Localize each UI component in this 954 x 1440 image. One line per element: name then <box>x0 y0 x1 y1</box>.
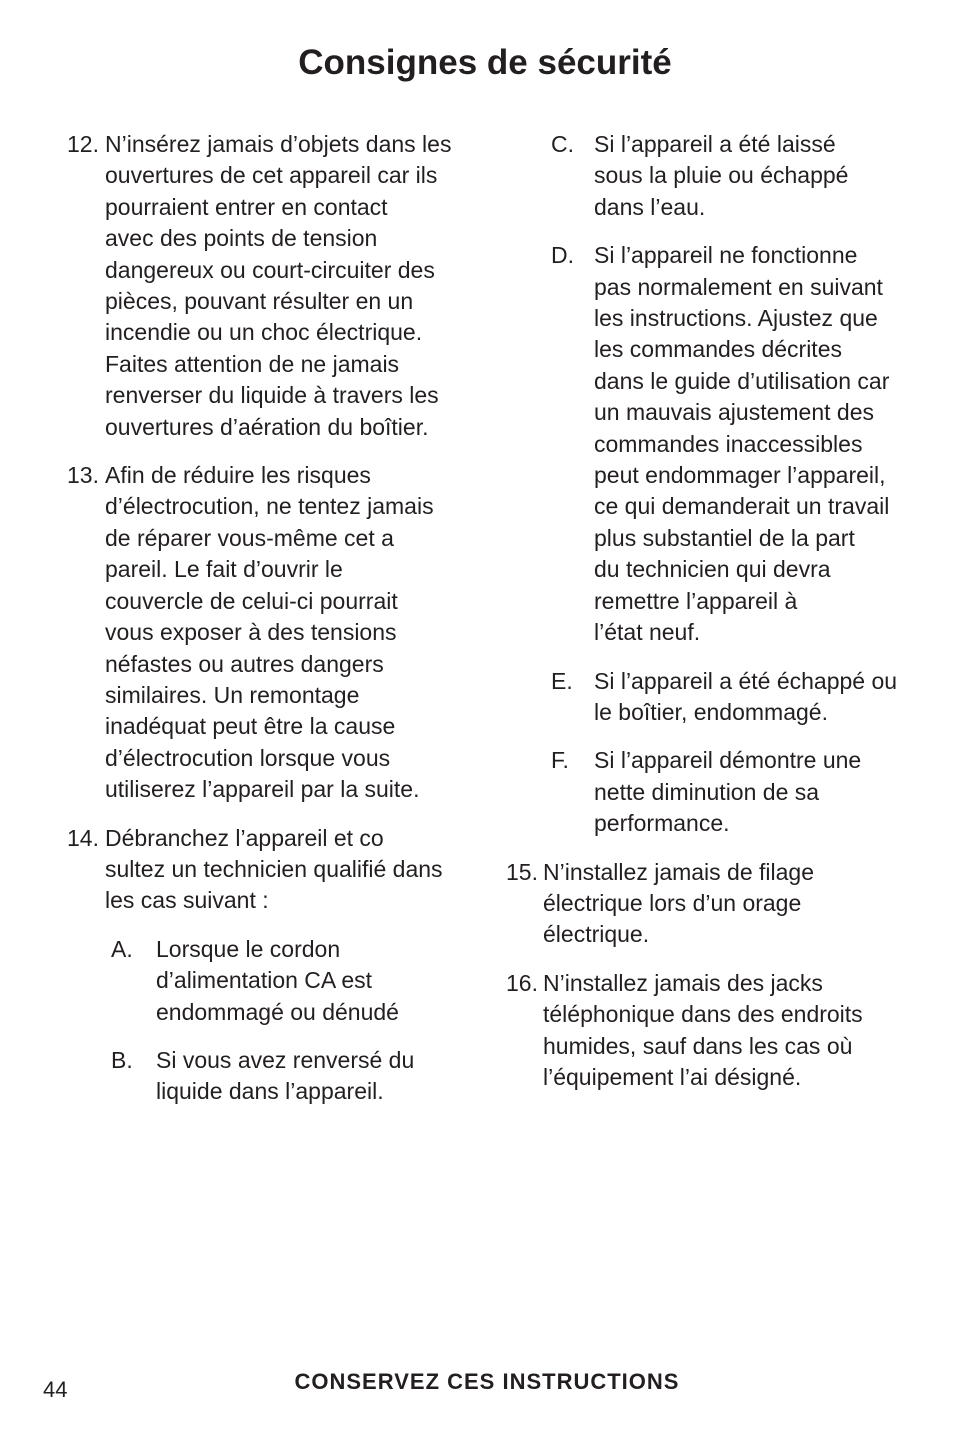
page-number: 44 <box>43 1377 68 1402</box>
text-line: sous la pluie ou échappé <box>594 162 849 189</box>
item-13 <box>67 460 477 805</box>
text-line: d’électrocution lorsque vous <box>105 744 391 771</box>
text-line: Afin de réduire les risques <box>105 462 371 489</box>
subitem-d <box>506 240 936 648</box>
text-line: dans l’eau. <box>594 193 706 220</box>
text-line: de réparer vous-même cet a <box>105 524 394 551</box>
footer-text: CONSERVEZ CES INSTRUCTIONS <box>294 1369 680 1394</box>
page-title: Consignes de sécurité <box>298 43 672 82</box>
subitem-letter: C. <box>551 131 574 157</box>
text-line: Si vous avez renversé du <box>156 1046 415 1073</box>
text-line: avec des points de tension <box>105 225 378 252</box>
text-line: endommagé ou dénudé <box>156 998 399 1025</box>
text-line: N’installez jamais de filage <box>543 858 815 885</box>
item-number: 16. <box>506 969 538 996</box>
text-line: les cas suivant : <box>105 887 269 914</box>
text-line: N’insérez jamais d’objets dans les <box>105 131 452 157</box>
text-line: Faites attention de ne jamais <box>105 350 400 377</box>
text-line: peut endommager l’appareil, <box>594 462 886 489</box>
text-line: électrique. <box>543 921 650 948</box>
text-line: incendie ou un choc électrique. <box>105 319 423 346</box>
text-line: Débranchez l’appareil et co <box>105 824 384 851</box>
text-line: pourraient entrer en contact <box>105 193 388 220</box>
text-line: performance. <box>594 810 730 837</box>
text-line: Si l’appareil a été échappé ou <box>594 667 898 694</box>
text-line: Si l’appareil démontre une <box>594 747 862 774</box>
subitem-text <box>156 1045 477 1108</box>
subitem-letter: F. <box>551 747 569 774</box>
text-line: ce qui demanderait un travail <box>594 493 890 520</box>
item-text <box>543 968 936 1094</box>
subitem-text <box>156 934 477 1028</box>
subitem-letter: B. <box>111 1046 133 1073</box>
subitem-text <box>594 666 936 729</box>
item-text <box>105 460 477 805</box>
subitem-text <box>594 745 936 839</box>
text-line: remettre l’appareil à <box>594 587 798 614</box>
text-line: un mauvais ajustement des <box>594 399 874 426</box>
subitem-text <box>594 129 936 223</box>
text-line: néfastes ou autres dangers <box>105 650 384 677</box>
text-line: similaires. Un remontage <box>105 681 360 708</box>
text-line: liquide dans l’appareil. <box>156 1078 384 1105</box>
text-line: les instructions. Ajustez que <box>594 305 878 332</box>
subitem-a <box>67 934 477 1028</box>
item-text <box>105 823 477 917</box>
right-column <box>506 129 936 1110</box>
item-number: 15. <box>506 858 538 885</box>
text-line: nette diminution de sa <box>594 778 820 805</box>
subitem-letter: E. <box>551 667 573 694</box>
text-line: sultez un technicien qualifié dans <box>105 855 443 882</box>
text-line: l’équipement l’ai désigné. <box>543 1063 802 1090</box>
text-line: du technicien qui devra <box>594 556 831 583</box>
text-line: N’installez jamais des jacks <box>543 969 823 996</box>
text-line: vous exposer à des tensions <box>105 619 397 646</box>
item-14 <box>67 823 477 917</box>
text-line: plus substantiel de la part <box>594 524 855 551</box>
text-line: pareil. Le fait d’ouvrir le <box>105 556 343 583</box>
text-line: électrique lors d’un orage <box>543 889 802 916</box>
text-line: humides, sauf dans les cas où <box>543 1032 853 1059</box>
subitem-letter: D. <box>551 242 574 269</box>
subitem-c <box>506 129 936 223</box>
text-line: d’électrocution, ne tentez jamais <box>105 493 434 520</box>
item-text <box>105 129 477 443</box>
subitem-letter: A. <box>111 935 133 962</box>
subitem-b <box>67 1045 477 1108</box>
text-line: pièces, pouvant résulter en un <box>105 288 414 315</box>
subitem-text <box>594 240 936 648</box>
text-line: téléphonique dans des endroits <box>543 1001 863 1028</box>
text-line: les commandes décrites <box>594 336 842 363</box>
text-line: renverser du liquide à travers les <box>105 382 439 409</box>
item-16 <box>506 968 936 1094</box>
text-line: l’état neuf. <box>594 619 701 646</box>
text-line: ouvertures d’aération du boîtier. <box>105 413 429 440</box>
item-15 <box>506 857 936 951</box>
item-12 <box>67 129 477 443</box>
text-line: commandes inaccessibles <box>594 430 863 457</box>
text-line: inadéquat peut être la cause <box>105 713 396 740</box>
subitem-e <box>506 666 936 729</box>
text-line: le boîtier, endommagé. <box>594 698 828 725</box>
item-number: 12. <box>67 131 99 157</box>
text-line: Lorsque le cordon <box>156 935 341 962</box>
text-line: Si l’appareil ne fonctionne <box>594 242 858 269</box>
left-column <box>67 129 477 1125</box>
item-number: 13. <box>67 462 99 489</box>
text-line: d’alimentation CA est <box>156 967 373 994</box>
item-text <box>543 857 936 951</box>
text-line: Si l’appareil a été laissé <box>594 131 836 157</box>
text-line: couvercle de celui-ci pourrait <box>105 587 398 614</box>
subitem-f <box>506 745 936 839</box>
text-line: dangereux ou court-circuiter des <box>105 256 435 283</box>
item-number: 14. <box>67 824 99 851</box>
text-line: dans le guide d’utilisation car <box>594 367 890 394</box>
text-line: pas normalement en suivant <box>594 273 883 300</box>
text-line: utiliserez l’appareil par la suite. <box>105 776 420 803</box>
text-line: ouvertures de cet appareil car ils <box>105 162 438 189</box>
